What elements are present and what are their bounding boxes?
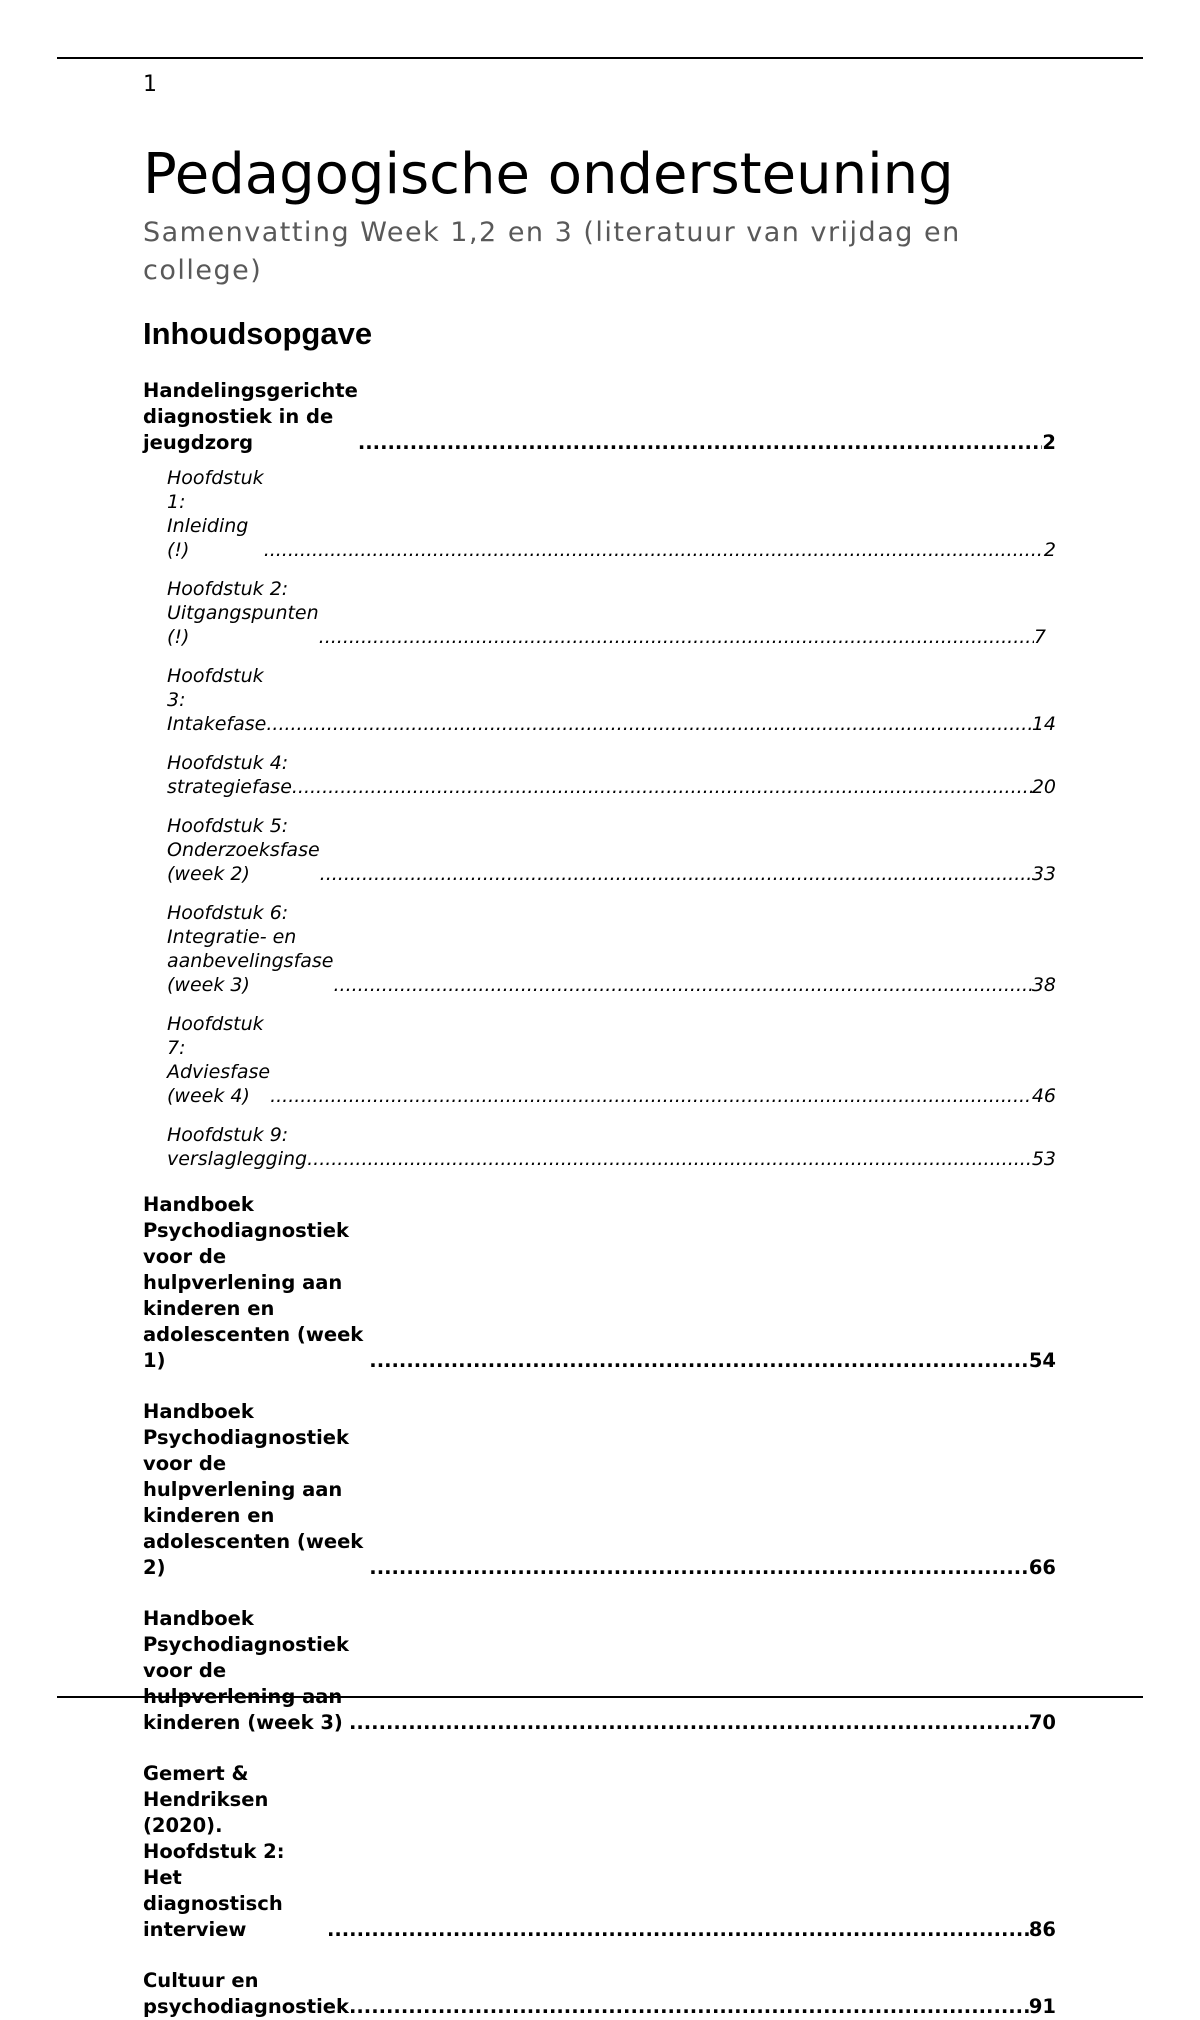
- toc-entry[interactable]: [143, 1123, 1056, 1171]
- toc-entry[interactable]: [143, 751, 1056, 799]
- toc-entry-page: 7: [1033, 626, 1046, 648]
- toc-leader: [264, 538, 1044, 562]
- document-title: Pedagogische ondersteuning: [143, 142, 954, 207]
- toc-entry-label: Handboek Psychodiagnostiek voor de hulpverlening aan kinderen en adolescenten (week 1): [143, 1193, 364, 1372]
- toc-leader: [327, 1917, 1029, 1943]
- toc-entry-label: Handboek Psychodiagnostiek voor de hulpverlening aan kinderen en adolescenten (week 2): [143, 1400, 364, 1579]
- toc-entry[interactable]: [143, 1606, 1056, 1736]
- toc-entry[interactable]: [143, 901, 1056, 997]
- toc-entry-page: 2: [1042, 431, 1056, 454]
- toc-leader: [320, 862, 1032, 886]
- toc-leader: [349, 1710, 1029, 1736]
- toc-entry[interactable]: [143, 378, 1056, 456]
- toc-entry-label: Hoofdstuk 4: strategiefase: [167, 752, 292, 798]
- toc-leader: [369, 1555, 1029, 1581]
- toc-entry-label: Hoofdstuk 7: Adviesfase (week 4): [167, 1013, 271, 1107]
- toc-leader: [266, 712, 1031, 736]
- toc-entry-label: Gemert & Hendriksen (2020). Hoofdstuk 2: Het diagnostisch interview: [143, 1762, 285, 1941]
- toc-entry[interactable]: [143, 577, 1056, 649]
- toc-entry-page: 2: [1043, 539, 1056, 561]
- toc-entry[interactable]: [143, 1761, 1056, 1943]
- toc-entry-label: Hoofdstuk 9: verslaglegging: [167, 1124, 308, 1170]
- toc-entry-page: 70: [1028, 1711, 1056, 1734]
- toc-entry-page: 54: [1028, 1349, 1056, 1372]
- toc-leader: [270, 1084, 1032, 1108]
- toc-entry[interactable]: [143, 1012, 1056, 1108]
- toc-entry-page: 66: [1028, 1556, 1056, 1579]
- toc-entry-label: Cultuur en psychodiagnostiek: [143, 1969, 349, 2018]
- footer-rule: [57, 1696, 1143, 1698]
- toc-entry-label: Hoofdstuk 6: Integratie- en aanbevelingsfase (week 3): [167, 902, 334, 996]
- toc-entry-page: 53: [1031, 1148, 1056, 1170]
- toc-entry-label: Handboek Psychodiagnostiek voor de hulpverlening aan kinderen (week 3): [143, 1607, 349, 1734]
- toc-entry-page: 46: [1031, 1085, 1056, 1107]
- table-of-contents: [143, 378, 1056, 2020]
- page-number: 1: [143, 72, 157, 97]
- toc-leader: [369, 1348, 1029, 1374]
- toc-entry-page: 33: [1031, 863, 1056, 885]
- toc-leader: [349, 1994, 1029, 2020]
- toc-entry[interactable]: [143, 466, 1056, 562]
- header-rule: [57, 57, 1143, 59]
- toc-leader: [358, 430, 1043, 456]
- toc-entry[interactable]: [143, 814, 1056, 886]
- toc-entry[interactable]: [143, 1968, 1056, 2020]
- toc-entry-page: 86: [1028, 1918, 1056, 1941]
- toc-leader: [333, 973, 1031, 997]
- toc-leader: [319, 625, 1034, 649]
- toc-entry-page: 38: [1031, 974, 1056, 996]
- toc-entry-label: Hoofdstuk 2: Uitgangspunten (!): [167, 578, 319, 648]
- toc-entry-page: 14: [1031, 713, 1056, 735]
- toc-entry-label: Handelingsgerichte diagnostiek in de jeugdzorg: [143, 379, 358, 454]
- toc-entry[interactable]: [143, 1192, 1056, 1374]
- toc-entry-label: Hoofdstuk 3: Intakefase: [167, 665, 267, 735]
- document-subtitle: Samenvatting Week 1,2 en 3 (literatuur van vrijdag en college): [143, 217, 961, 286]
- toc-leader: [307, 1147, 1032, 1171]
- toc-entry[interactable]: [143, 664, 1056, 736]
- toc-leader: [292, 775, 1032, 799]
- toc-heading: Inhoudsopgave: [143, 316, 373, 351]
- toc-entry-label: Hoofdstuk 5: Onderzoeksfase (week 2): [167, 815, 320, 885]
- toc-entry-page: 20: [1031, 776, 1056, 798]
- toc-entry-page: 91: [1028, 1995, 1056, 2018]
- toc-entry-label: Hoofdstuk 1: Inleiding (!): [167, 467, 264, 561]
- toc-entry[interactable]: [143, 1399, 1056, 1581]
